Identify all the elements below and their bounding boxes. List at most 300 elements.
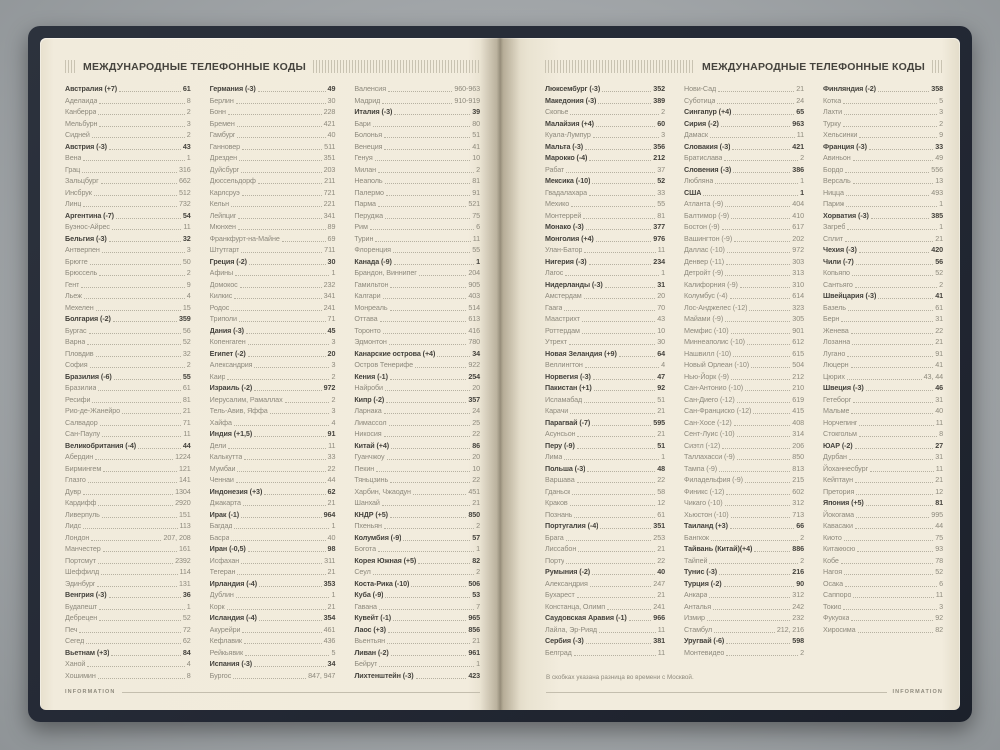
entry-code: 36 [182,590,191,599]
entry-name: Утрехт [545,337,567,346]
code-row [823,451,943,463]
code-row [354,256,480,268]
entry-name: Сплит [823,233,844,243]
entry-name: Бухарест [545,590,575,599]
code-row [684,509,804,521]
code-row [210,440,336,452]
dot-leader [244,459,325,460]
entry-name: Версаль [823,176,851,185]
dot-leader [248,551,326,552]
dot-leader [843,609,937,610]
code-row [823,520,943,532]
entry-name: Килкис [209,291,233,300]
entry-name: Греция (-2) [209,256,247,266]
entry-name: Нигерия (-3) [545,256,587,266]
entry-code: 21 [472,636,481,645]
dot-leader [713,609,790,610]
dot-leader [731,517,791,518]
entry-code: 8 [186,95,191,105]
code-row [823,106,943,118]
code-row [684,210,804,222]
entry-name: Осака [823,578,843,588]
entry-code: 52 [935,567,943,576]
entry-code: 310 [792,279,804,289]
entry-name: Авиньон [823,153,851,162]
entry-code: 206 [792,440,804,450]
dot-leader [246,333,326,334]
code-row [684,601,804,613]
dot-leader [629,620,652,621]
entry-name: Лос-Анджелес (-12) [684,302,748,312]
dot-leader [258,183,322,184]
code-row [684,647,804,659]
entry-name: Богота [354,544,376,553]
entry-code: 21 [472,498,481,507]
entry-code: 57 [472,532,481,542]
code-row [65,244,191,256]
code-row [65,359,191,371]
entry-code: 22 [657,475,665,484]
dot-leader [709,563,798,564]
dot-leader [570,413,655,414]
entry-name: Тайвань (Китай)(+4) [684,544,753,553]
dot-leader [83,494,173,495]
entry-code: 11 [935,463,943,473]
entry-code: 512 [178,187,191,197]
entry-code: 386 [792,164,804,174]
entry-code: 976 [653,233,665,243]
entry-code: 61 [182,84,191,93]
code-row [823,463,943,475]
dot-leader [734,425,791,426]
entry-code: 1 [186,601,191,611]
code-row [823,233,943,245]
entry-name: Кельн [209,199,230,208]
entry-code: 313 [792,268,804,277]
entry-code: 41 [935,291,943,300]
code-row [823,198,943,210]
dot-leader [386,195,470,196]
entry-code: 10 [657,325,665,335]
entry-name: Перуджа [354,210,384,220]
code-row [684,233,804,245]
code-row [545,267,665,279]
entry-name: Таиланд (+3) [684,521,728,530]
code-row [545,520,665,532]
code-row [823,417,943,429]
dot-leader [754,551,790,552]
entry-name: Румыния (-2) [545,567,591,576]
dot-leader [241,563,322,564]
left-page [40,38,500,710]
entry-name: Болгария (-2) [65,314,111,323]
dot-leader [98,678,185,679]
code-row [684,198,804,210]
dot-leader [858,632,934,633]
code-row [684,624,804,636]
entry-code: 713 [792,509,804,519]
code-row [210,233,336,245]
code-row [65,635,191,647]
dot-leader [596,126,655,127]
entry-code: 5 [331,647,336,657]
dot-leader [726,494,790,495]
code-row [210,532,336,544]
entry-code: 1304 [175,486,191,496]
code-row [210,601,336,613]
entry-code: 357 [468,394,481,404]
entry-code: 972 [323,383,336,392]
code-row [545,106,665,118]
dot-leader [859,252,930,253]
entry-name: Бостон (-9) [684,222,720,231]
dot-leader [841,563,933,564]
entry-name: Нашвилл (-10) [684,348,732,358]
dot-leader [379,666,474,667]
code-row [210,509,336,521]
entry-name: Сингапур (+4) [684,107,732,116]
entry-code: 55 [657,199,665,208]
entry-name: Дурбан [823,452,847,461]
dot-leader [878,91,929,92]
entry-code: 1 [939,199,943,208]
dot-leader [577,482,656,483]
entry-name: Исландия (-4) [209,613,257,622]
entry-name: Парма [354,199,376,208]
entry-code: 31 [657,279,665,289]
code-row [210,325,336,337]
dot-leader [870,471,934,472]
entry-code: 21 [935,475,943,484]
dot-leader [390,517,466,518]
dot-leader [239,321,326,322]
dot-leader [89,333,181,334]
entry-code: 114 [179,567,191,576]
dot-leader [98,114,184,115]
dot-leader [587,471,655,472]
code-row [65,210,191,222]
code-row [545,233,665,245]
entry-code: 254 [468,371,481,381]
dot-leader [845,172,929,173]
dot-leader [600,528,651,529]
entry-code: 721 [323,187,336,197]
entry-code: 43 [657,314,665,323]
entry-code: 598 [792,636,804,645]
entry-code: 81 [182,394,191,404]
code-row [210,279,336,291]
entry-code: 242 [792,601,804,611]
dot-leader [242,195,322,196]
code-row [823,382,943,394]
dot-leader [571,206,655,207]
code-row [65,256,191,268]
entry-code: 12 [935,486,943,496]
code-row [210,313,336,325]
entry-name: Бельгия (-3) [65,233,107,243]
entry-name: Брандон, Виннипег [354,268,417,277]
entry-name: Сан-Франциско (-12) [684,406,752,415]
code-row [65,543,191,555]
dot-leader [585,367,659,368]
dot-leader [584,298,656,299]
entry-code: 98 [327,544,336,553]
dot-leader [747,344,790,345]
dot-leader [248,356,326,357]
entry-code: 613 [468,314,481,323]
entry-name: Маастрихт [545,314,580,323]
entry-code: 2 [800,647,804,657]
code-row [65,290,191,302]
dot-leader [259,620,322,621]
code-row [354,497,480,509]
entry-name: Сеул [354,567,371,576]
code-row [684,555,804,567]
entry-code: 46 [935,383,943,392]
entry-name: Цюрих [823,371,845,381]
dot-leader [592,425,651,426]
dot-leader [415,367,466,368]
entry-code: 86 [472,440,481,450]
code-row [823,474,943,486]
entry-code: 595 [653,417,665,427]
entry-name: Таллахасси (-9) [684,452,735,461]
entry-name: Гамильтон [354,279,389,289]
entry-code: 493 [931,187,943,197]
dot-leader [102,517,177,518]
entry-code: 2 [331,394,336,404]
code-row [354,95,480,107]
code-row [684,359,804,371]
entry-code: 31 [935,314,943,323]
code-row [545,348,665,360]
entry-name: Пекин [354,463,375,473]
dot-leader [734,241,790,242]
entry-code: 421 [792,141,804,151]
entry-name: Норвегия (-3) [545,371,591,381]
entry-name: Мумбаи [209,463,236,473]
entry-name: Вашингтон (-9) [684,233,733,243]
entry-name: Варна [65,337,86,346]
entry-code: 21 [796,84,804,93]
code-row [354,647,480,659]
code-row [684,256,804,268]
entry-code: 8 [186,670,191,680]
entry-code: 210 [792,383,804,392]
code-row [210,405,336,417]
entry-code: 50 [182,256,191,266]
dot-leader [419,275,467,276]
entry-code: 960-963 [454,84,481,93]
entry-name: Новая Зеландия (+9) [545,348,617,358]
entry-name: Гетеборг [823,394,852,404]
entry-name: Шеффилд [65,567,100,576]
entry-code: 52 [657,176,665,185]
entry-name: Ганновер [209,141,241,151]
entry-name: ЮАР (-2) [823,440,853,450]
code-row [545,417,665,429]
code-row [823,359,943,371]
code-row [65,405,191,417]
code-row [684,325,804,337]
entry-name: Хорватия (-3) [823,210,869,220]
dot-leader [586,229,652,230]
entry-name: Лозанна [823,337,851,346]
dot-leader [727,252,790,253]
entry-name: Иерусалим, Рамаллах [209,394,283,404]
dot-leader [577,436,655,437]
dot-leader [99,275,185,276]
entry-code: 11 [472,233,481,243]
code-row [823,313,943,325]
entry-name: Ресифи [65,394,91,404]
entry-code: 13 [935,176,943,185]
entry-code: 9 [939,130,943,139]
entry-code: 89 [327,222,336,231]
dot-leader [703,195,798,196]
code-row [354,302,480,314]
entry-name: Чили (-7) [823,256,854,266]
entry-name: Куала-Лумпур [545,130,591,139]
entry-code: 602 [792,486,804,496]
entry-name: Харбин, Чжаодун [354,486,411,496]
entry-code: 514 [468,302,481,312]
entry-code: 58 [657,486,665,496]
entry-name: Гуанчжоу [354,452,385,461]
entry-name: Дания (-3) [209,325,244,335]
entry-name: Хьюстон (-10) [684,509,729,519]
stripe-pattern [545,60,695,73]
dot-leader [100,425,181,426]
dot-leader [844,574,933,575]
entry-name: Лима [545,452,563,461]
entry-code: 353 [323,578,336,588]
code-row [65,624,191,636]
entry-name: Корк [209,601,225,611]
right-page [500,38,960,710]
dot-leader [376,471,470,472]
entry-code: 421 [323,118,336,128]
code-row [354,164,480,176]
dot-leader [270,413,330,414]
dot-leader [845,586,937,587]
code-row [684,440,804,452]
entry-name: Карлсруэ [209,187,240,197]
code-row [684,566,804,578]
dot-leader [96,356,181,357]
entry-name: Лугано [823,348,846,358]
code-row [354,589,480,601]
dot-leader [602,91,651,92]
code-row [210,474,336,486]
code-row [354,578,480,590]
dot-leader [737,402,791,403]
entry-name: Лагос [545,268,564,277]
code-row [684,164,804,176]
dot-leader [859,137,937,138]
code-row [354,325,480,337]
entry-code: 10 [472,153,481,162]
code-row [684,405,804,417]
code-row [65,555,191,567]
code-row [545,451,665,463]
code-row [823,601,943,613]
entry-code: 232 [792,613,804,622]
code-row [684,371,804,383]
entry-name: Пакистан (+1) [545,383,592,392]
dot-leader [259,586,322,587]
code-row [684,348,804,360]
entry-name: Роттердам [545,325,580,335]
entry-name: Ирландия (-4) [209,578,258,588]
entry-code: 408 [792,417,804,427]
entry-name: Родос [209,302,230,312]
entry-code: 2 [186,268,191,277]
code-row [545,359,665,371]
dot-leader [248,344,330,345]
dot-leader [844,114,937,115]
entry-name: Калгари [354,291,381,300]
code-row [545,371,665,383]
entry-name: Мексика (-10) [545,176,591,185]
entry-name: Италия (-3) [354,107,393,116]
dot-leader [851,413,933,414]
entry-name: Турку [823,118,841,128]
code-row [823,555,943,567]
entry-code: 2 [186,360,191,369]
entry-code: 40 [327,532,336,542]
entry-code: 70 [657,302,665,312]
entry-name: Сан-Хосе (-12) [684,417,732,427]
entry-name: Глазго [65,475,86,484]
dot-leader [855,482,933,483]
code-row [65,440,191,452]
code-row [65,647,191,659]
dot-leader [383,298,467,299]
dot-leader [594,390,655,391]
code-row [545,95,665,107]
entry-code: 22 [472,475,481,484]
code-row [545,428,665,440]
dot-leader [237,126,322,127]
entry-name: Швейцария (-3) [823,291,877,300]
entry-code: 44 [182,440,191,450]
code-row [545,647,665,659]
code-row [354,670,480,682]
entry-name: Неаполь [354,176,383,185]
dot-leader [577,597,655,598]
dot-leader [843,126,937,127]
entry-name: Кефлавик [209,636,242,645]
code-row [684,336,804,348]
dot-leader [98,505,173,506]
entry-code: 521 [468,199,481,208]
entry-code: 2 [476,521,481,530]
code-row [210,520,336,532]
code-row [823,440,943,452]
entry-code: 22 [657,555,665,565]
code-row [545,486,665,498]
entry-name: Ливерпуль [65,509,100,519]
dot-leader [745,390,790,391]
page-header [65,59,480,74]
entry-code: 51 [472,130,481,139]
dot-leader [389,425,471,426]
entry-name: Мюнхен [209,222,236,231]
entry-name: Хошимин [65,670,96,680]
code-row [684,417,804,429]
entry-code: 352 [653,84,665,93]
